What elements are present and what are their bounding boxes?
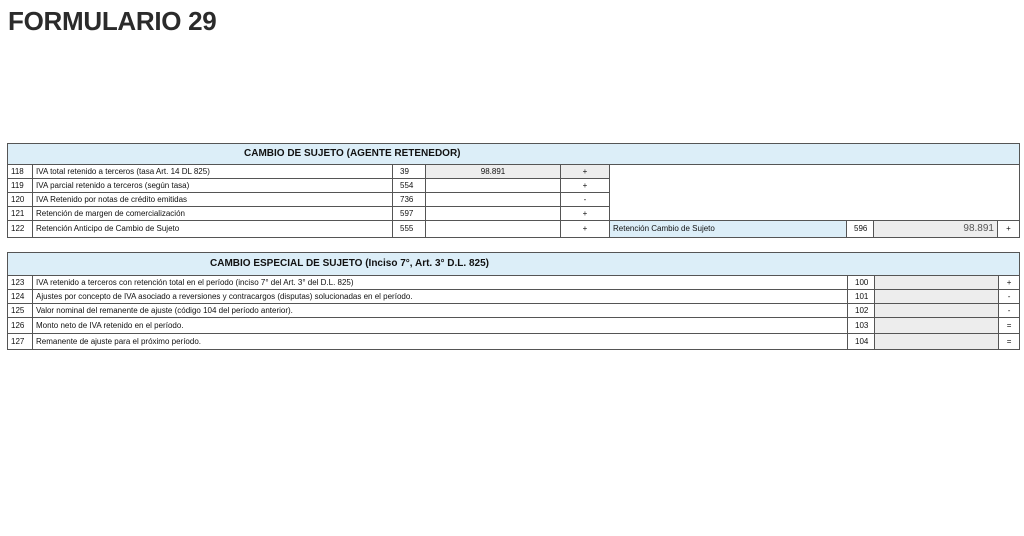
line-number: 125 [8,304,33,318]
row-label: Valor nominal del remanente de ajuste (código 104 del período anterior). [33,304,848,318]
operator-sign: + [561,179,610,193]
field-code: 102 [848,304,875,318]
field-code: 104 [848,334,875,350]
row-label: Ajustes por concepto de IVA asociado a reversiones y contracargos (disputas) solucionadas en el período. [33,290,848,304]
table-row [8,304,1020,318]
section-cambio-especial-sujeto [7,252,1020,350]
line-number: 126 [8,318,33,334]
row-label: IVA total retenido a terceros (tasa Art. 14 DL 825) [33,165,393,179]
operator-sign: + [561,165,610,179]
line-number: 123 [8,276,33,290]
amount-field-100[interactable] [875,276,999,290]
table-row [8,290,1020,304]
row-label: Monto neto de IVA retenido en el período. [33,318,848,334]
table-row [8,334,1020,350]
amount-field-736[interactable] [426,193,561,207]
summary-code: 596 [847,221,874,238]
table-row [8,318,1020,334]
operator-sign: - [999,290,1020,304]
line-number: 124 [8,290,33,304]
line-number: 122 [8,221,33,238]
field-code: 100 [848,276,875,290]
amount-field-597[interactable] [426,207,561,221]
table-row [8,165,1020,179]
row-label: IVA Retenido por notas de crédito emitidas [33,193,393,207]
blank-area [610,165,1020,221]
summary-amount-field-596[interactable]: 98.891 [874,221,998,238]
line-number: 127 [8,334,33,350]
table-row [8,276,1020,290]
field-code: 736 [393,193,426,207]
page-title: FORMULARIO 29 [8,6,217,36]
amount-field-104[interactable] [875,334,999,350]
section-cambio-sujeto [7,143,1020,238]
line-number: 118 [8,165,33,179]
line-number: 119 [8,179,33,193]
amount-field-103[interactable] [875,318,999,334]
operator-sign: - [561,193,610,207]
row-label: Remanente de ajuste para el próximo período. [33,334,848,350]
amount-field-102[interactable] [875,304,999,318]
operator-sign: + [561,221,610,238]
operator-sign: + [999,276,1020,290]
amount-field-39[interactable]: 98.891 [426,165,561,179]
summary-label: Retención Cambio de Sujeto [610,221,847,238]
table-row [8,221,1020,238]
line-number: 121 [8,207,33,221]
field-code: 101 [848,290,875,304]
section2-title: CAMBIO ESPECIAL DE SUJETO (Inciso 7°, Art. 3° D.L. 825) [8,253,1020,276]
amount-field-555[interactable] [426,221,561,238]
field-code: 554 [393,179,426,193]
field-code: 597 [393,207,426,221]
amount-field-101[interactable] [875,290,999,304]
row-label: IVA retenido a terceros con retención total en el período (inciso 7° del Art. 3° del D.L. 825) [33,276,848,290]
field-code: 555 [393,221,426,238]
row-label: Retención de margen de comercialización [33,207,393,221]
operator-sign: - [999,304,1020,318]
operator-sign: + [998,221,1020,238]
operator-sign: = [999,318,1020,334]
row-label: Retención Anticipo de Cambio de Sujeto [33,221,393,238]
row-label: IVA parcial retenido a terceros (según tasa) [33,179,393,193]
field-code: 39 [393,165,426,179]
amount-field-554[interactable] [426,179,561,193]
section1-title: CAMBIO DE SUJETO (AGENTE RETENEDOR) [8,144,1020,165]
operator-sign: = [999,334,1020,350]
field-code: 103 [848,318,875,334]
line-number: 120 [8,193,33,207]
operator-sign: + [561,207,610,221]
